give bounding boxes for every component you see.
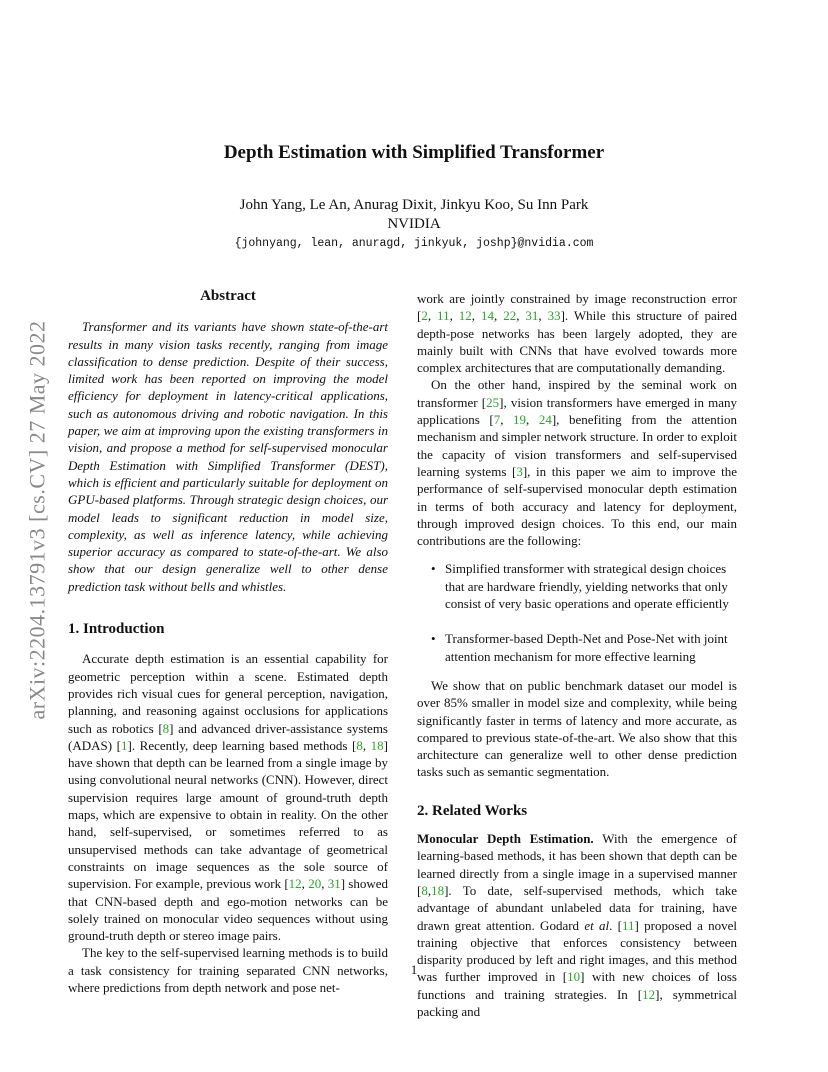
section-heading-related-works: 2. Related Works: [417, 802, 528, 819]
intro-paragraph-4: On the other hand, inspired by the seminal work on transformer [25], vision transformers have emerged in many applications [7, 19, 24], benefiting from the attention mechanism and simpler network structure. In order to exploit the capacity of vision transformers and self-supervised learning systems [3], in this paper we aim to improve the performance of self-supervised monocular depth estimation in terms of both accuracy and latency for deployment, through improved design choices. To this end, our main contributions are the following:: [417, 377, 737, 549]
author-block: [0, 196, 828, 234]
related-works-paragraph: Monocular Depth Estimation. With the emergence of learning-based methods, it has been shown that depth can be learned directly from a single image in a supervised manner [8,18]. To date, self-supervised methods, which take advantage of abundant unlabeled data for training, have drawn great attention. Godard et al. [11] proposed a novel training objective that enforces consistency between disparity produced by left and right images, and this method was further improved in [10] with new choices of loss functions and training strategies. In [12], symmetrical packing and: [417, 831, 737, 1019]
citation-link[interactable]: 14: [480, 308, 494, 324]
intro-paragraph-1: Accurate depth estimation is an essential capability for geometric perception within a scene. Estimated depth provides rich visual cues for general perception, navigation, planning, and reasoning against occlusions for applications such as robotics [8] and advanced driver-assistance systems (ADAS) [1]. Recently, deep learning based methods [8, 18] have shown that depth can be learned from a single image by using convolutional neural networks (CNN). However, direct supervision requires large amount of ground-truth depth maps, which are expensive to obtain in reality. On the other hand, self-supervised, or sometimes referred to as unsupervised methods can take advantage of geometrical constraints on image sequences as the sole source of supervision. For example, previous work [12, 20, 31] showed that CNN-based depth and ego-motion networks can be solely trained on monocular video sequences without using ground-truth depth or stereo image pairs.: [68, 651, 389, 944]
abstract-text: Transformer and its variants have shown state-of-the-art results in many vision tasks recently, ranging from image classification to dense prediction. Despite of their success, limited work has been reported on improving the model efficiency for deployment in latency-critical applications, such as autonomous driving and robotic navigation. In this paper, we aim at improving upon the existing transformers in vision, and propose a method for self-supervised monocular Depth Estimation with Simplified Transformer (DEST), which is efficient and particularly suitable for deployment on GPU-based platforms. Through strategic design choices, our model leads to significant reduction in model size, complexity, as well as inference latency, while achieving superior accuracy as compared to state-of-the-art. We also show that our design generalize well to other dense prediction task without bells and whistles.: [68, 319, 388, 594]
intro-paragraph-5: We show that on public benchmark dataset our model is over 85% smaller in model size and complexity, while being significantly faster in terms of latency and more accurate, as compared to previous state-of-the-art. We also show that this architecture can generalize well to other dense prediction tasks such as semantic segmentation.: [417, 677, 737, 780]
citation-link[interactable]: 33: [547, 308, 561, 324]
citation-link[interactable]: 19: [513, 412, 527, 428]
citation-link[interactable]: 18: [431, 882, 445, 898]
citation-link[interactable]: 1: [120, 737, 128, 753]
citation-link[interactable]: 11: [437, 308, 450, 324]
affiliation: NVIDIA: [387, 216, 441, 232]
arxiv-id: arXiv:2204.13791v3 [cs.CV] 27 May 2022: [25, 320, 51, 720]
right-column: [417, 290, 737, 1020]
citation-link[interactable]: 31: [327, 876, 341, 892]
citation-link[interactable]: 8: [162, 720, 170, 736]
author-list: John Yang, Le An, Anurag Dixit, Jinkyu Koo, Su Inn Park: [239, 197, 589, 213]
contribution-list: [417, 560, 737, 664]
paper-title: Depth Estimation with Simplified Transformer: [223, 142, 605, 163]
left-column: [68, 288, 388, 996]
citation-link[interactable]: 10: [567, 969, 581, 985]
paragraph-runin-heading: Monocular Depth Estimation.: [417, 831, 594, 847]
citation-link[interactable]: 8: [421, 882, 428, 898]
author-emails: {johnyang, lean, anuragd, jinkyuk, joshp}@nvidia.com: [234, 237, 594, 250]
citation-link[interactable]: 12: [458, 308, 472, 324]
citation-link[interactable]: 12: [642, 986, 656, 1002]
citation-link[interactable]: 18: [370, 737, 384, 753]
citation-link[interactable]: 31: [525, 308, 539, 324]
citation-link[interactable]: 2: [421, 308, 428, 324]
page-number: 1: [410, 962, 418, 977]
intro-paragraph-2: The key to the self-supervised learning methods is to build a task consistency for training separated CNN networks, where predictions from depth network and pose net-: [68, 945, 388, 995]
citation-link[interactable]: 25: [486, 394, 500, 410]
arxiv-stamp: [8, 280, 68, 760]
citation-link[interactable]: 11: [621, 917, 635, 933]
citation-link[interactable]: 20: [308, 876, 322, 892]
citation-link[interactable]: 24: [538, 412, 552, 428]
citation-link[interactable]: 7: [493, 412, 501, 428]
intro-paragraph-3: work are jointly constrained by image reconstruction error [2, 11, 12, 14, 22, 31, 33]. While this structure of paired depth-pose networks has been largely adopted, they are mainly built with CNNs that have evolved towards more complex architectures that are computationally demanding.: [417, 291, 738, 376]
citation-link[interactable]: 3: [516, 463, 523, 479]
bullet-icon: •: [431, 561, 436, 577]
citation-link[interactable]: 8: [356, 737, 363, 753]
citation-link[interactable]: 12: [288, 876, 302, 892]
section-heading-introduction: 1. Introduction: [68, 621, 165, 638]
contribution-item: • Simplified transformer with strategical design choices that are hardware friendly, yielding networks that only consist of very basic operations and operate efficiently: [431, 561, 729, 612]
citation-link[interactable]: 22: [503, 308, 517, 324]
contribution-item: • Transformer-based Depth-Net and Pose-Net with joint attention mechanism for more effective learning: [431, 631, 728, 664]
bullet-icon: •: [431, 631, 436, 647]
abstract-heading: Abstract: [200, 288, 256, 304]
